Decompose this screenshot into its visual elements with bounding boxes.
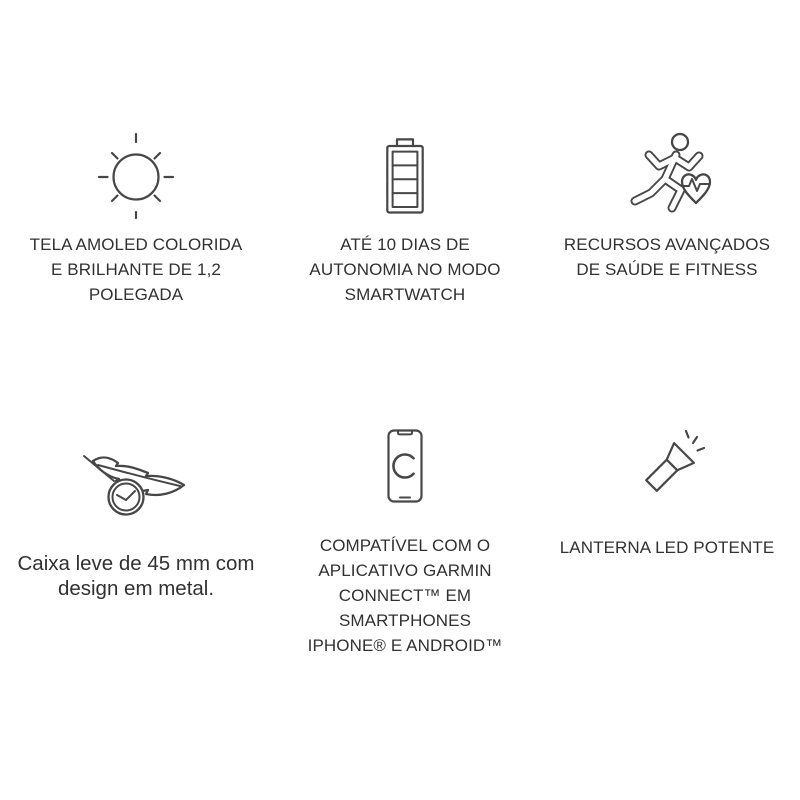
- caption-line: design em metal.: [57, 577, 215, 600]
- phone-connect-icon-svg: [387, 429, 423, 503]
- runner-heart-icon-svg: [619, 131, 715, 221]
- feature-battery-life: [271, 130, 539, 307]
- feature-health-fitness: [533, 130, 800, 282]
- caption-line: E BRILHANTE DE 1,2: [51, 260, 221, 279]
- caption-line: IPHONE® E ANDROID™: [307, 636, 503, 655]
- feature-caption: [30, 232, 243, 307]
- caption-line: COMPATÍVEL COM O: [319, 536, 491, 555]
- caption-line: APLICATIVO GARMIN: [318, 561, 492, 580]
- flashlight-icon-svg: [626, 429, 708, 509]
- battery-icon-svg: [386, 138, 424, 214]
- caption-line: ATÉ 10 DIAS DE: [340, 235, 470, 254]
- feather-watch-icon: [80, 450, 192, 523]
- caption-line: SMARTPHONES: [338, 611, 472, 630]
- caption-line: TELA AMOLED COLORIDA: [29, 235, 243, 254]
- caption-line: AUTONOMIA NO MODO: [309, 260, 501, 279]
- caption-line: DE SAÚDE E FITNESS: [576, 260, 758, 279]
- flashlight-icon: [626, 429, 708, 509]
- feature-caption: [18, 551, 255, 601]
- caption-line: LANTERNA LED POTENTE: [559, 538, 775, 557]
- feature-caption: [309, 232, 500, 307]
- runner-heart-icon: [619, 130, 715, 222]
- feature-amoled-display: [2, 130, 270, 307]
- feather-watch-icon-svg: [80, 453, 192, 521]
- sun-icon: [98, 130, 174, 222]
- caption-line: POLEGADA: [88, 285, 184, 304]
- feature-caption: [308, 533, 503, 658]
- feature-lightweight-case: [2, 450, 270, 601]
- caption-line: Caixa leve de 45 mm com: [17, 552, 255, 575]
- phone-connect-icon: [387, 428, 423, 504]
- feature-led-flashlight: [533, 429, 800, 560]
- battery-icon: [386, 130, 424, 222]
- caption-line: CONNECT™ EM: [338, 586, 472, 605]
- caption-line: SMARTWATCH: [344, 285, 466, 304]
- feature-caption: [564, 232, 770, 282]
- feature-caption: [560, 535, 775, 560]
- sun-icon-svg: [98, 132, 174, 220]
- feature-garmin-connect: [271, 428, 539, 658]
- caption-line: RECURSOS AVANÇADOS: [563, 235, 771, 254]
